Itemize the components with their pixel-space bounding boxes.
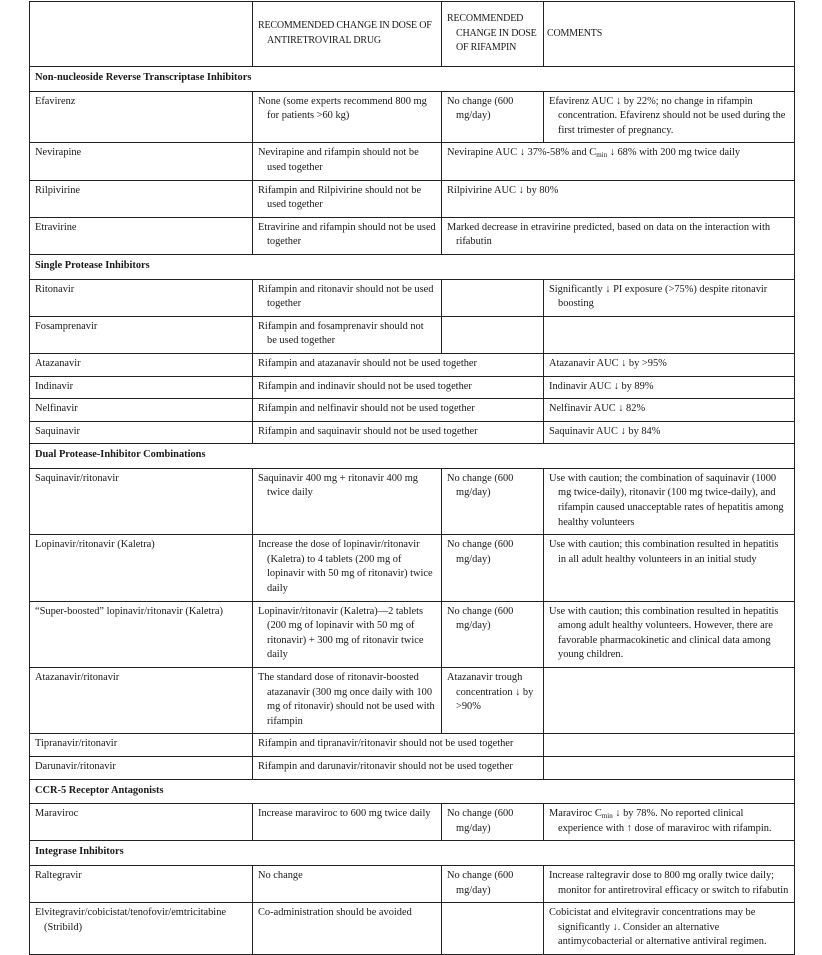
rifampin-dose-cell: No change (600 mg/day) [442,468,544,534]
drug-cell: Lopinavir/ritonavir (Kaletra) [30,535,253,601]
header-arv-dose-change: RECOMMENDED CHANGE IN DOSE OF ANTIRETROVIRAL DRUG [253,2,442,67]
drug-cell: Maraviroc [30,804,253,841]
subscript: min [596,151,608,160]
arv-dose-cell: Rifampin and Rilpivirine should not be used together [253,180,442,217]
section-title: Single Protease Inhibitors [30,254,795,279]
comments-cell [544,756,795,779]
rifampin-dose-cell [442,316,544,353]
rifampin-dose-cell: No change (600 mg/day) [442,91,544,143]
text-segment: Nevirapine AUC ↓ 37%-58% and C [447,147,597,159]
drug-cell: Nelfinavir [30,399,253,422]
table-row-saquinavir [30,421,795,444]
arv-dose-cell: Etravirine and rifampin should not be used together [253,217,442,254]
table-row-stribild [30,903,795,955]
arv-dose-cell: Co-administration should be avoided [253,903,442,955]
rifampin-dose-cell: Atazanavir trough concentration ↓ by >90% [442,668,544,734]
table-row-rilpivirine [30,180,795,217]
section-title: Non-nucleoside Reverse Transcriptase Inhibitors [30,67,795,92]
merged-rifampin-comments-cell: Rilpivirine AUC ↓ by 80% [442,180,795,217]
arv-dose-cell: The standard dose of ritonavir-boosted atazanavir (300 mg once daily with 100 mg of ritonavir) should not be used with rifampin [253,668,442,734]
drug-cell: Raltegravir [30,865,253,902]
arv-dose-cell: Increase maraviroc to 600 mg twice daily [253,804,442,841]
merged-dose-cell: Rifampin and tipranavir/ritonavir should not be used together [253,734,544,757]
comments-cell: Use with caution; this combination resulted in hepatitis among adult healthy volunteers. However, there are favorable pharmacokinetic and clinical data among young children. [544,601,795,667]
merged-dose-cell: Rifampin and nelfinavir should not be used together [253,399,544,422]
table-row-nevirapine [30,143,795,180]
table-row-tipranavir-ritonavir [30,734,795,757]
comments-cell: Increase raltegravir dose to 800 mg orally twice daily; monitor for antiretroviral efficacy or switch to rifabutin [544,865,795,902]
table-row-ritonavir [30,279,795,316]
comments-cell: Cobicistat and elvitegravir concentrations may be significantly ↓. Consider an alternative antimycobacterial or alternative antiviral regimen. [544,903,795,955]
drug-cell: Rilpivirine [30,180,253,217]
drug-cell: Atazanavir [30,353,253,376]
comments-cell [544,668,795,734]
rifampin-dose-cell [442,903,544,955]
comments-cell: Atazanavir AUC ↓ by >95% [544,353,795,376]
rifampin-dose-cell: No change (600 mg/day) [442,535,544,601]
arv-dose-cell: Lopinavir/ritonavir (Kaletra)—2 tablets (200 mg of lopinavir with 50 mg of ritonavir) + 300 mg of ritonavir twice daily [253,601,442,667]
comments-cell: Significantly ↓ PI exposure (>75%) despite ritonavir boosting [544,279,795,316]
arv-dose-cell: Nevirapine and rifampin should not be used together [253,143,442,180]
merged-dose-cell: Rifampin and saquinavir should not be used together [253,421,544,444]
table-row-darunavir-ritonavir [30,756,795,779]
comments-cell: Use with caution; this combination resulted in hepatitis in all adult healthy volunteers in an initial study [544,535,795,601]
section-title: Dual Protease-Inhibitor Combinations [30,444,795,469]
arv-dose-cell: Saquinavir 400 mg + ritonavir 400 mg twice daily [253,468,442,534]
drug-cell: Fosamprenavir [30,316,253,353]
rifampin-dose-cell: No change (600 mg/day) [442,804,544,841]
table-row-maraviroc [30,804,795,841]
section-header-single-pi [30,254,795,279]
table-row-efavirenz [30,91,795,143]
drug-cell: Efavirenz [30,91,253,143]
section-header-dual-pi [30,444,795,469]
comments-cell: Indinavir AUC ↓ by 89% [544,376,795,399]
drug-cell: Tipranavir/ritonavir [30,734,253,757]
drug-cell: Atazanavir/ritonavir [30,668,253,734]
table-row-atazanavir-ritonavir [30,668,795,734]
header-comments: COMMENTS [544,2,795,67]
section-title: CCR-5 Receptor Antagonists [30,779,795,804]
rifampin-dose-cell: No change (600 mg/day) [442,865,544,902]
section-header-integrase [30,841,795,866]
table-row-atazanavir [30,353,795,376]
text-segment: ↓ 68% with 200 mg twice daily [607,147,741,159]
merged-dose-cell: Rifampin and indinavir should not be used together [253,376,544,399]
comments-cell [544,804,795,841]
merged-rifampin-comments-cell: Marked decrease in etravirine predicted, based on data on the interaction with rifabutin [442,217,795,254]
comments-cell: Efavirenz AUC ↓ by 22%; no change in rifampin concentration. Efavirenz should not be used during the first trimester of pregnancy. [544,91,795,143]
rifampin-dose-cell [442,279,544,316]
arv-dose-cell: Increase the dose of lopinavir/ritonavir (Kaletra) to 4 tablets (200 mg of lopinavir with 50 mg of ritonavir) twice daily [253,535,442,601]
arv-dose-cell: Rifampin and fosamprenavir should not be used together [253,316,442,353]
section-header-nnrti [30,67,795,92]
header-row [30,2,795,67]
text-segment: ↓ by 78%. No reported clinical experience with ↑ dose of maraviroc with rifampin. [558,808,772,834]
rifampin-dose-cell: No change (600 mg/day) [442,601,544,667]
comments-cell [544,316,795,353]
drug-cell: Saquinavir/ritonavir [30,468,253,534]
arv-dose-cell: None (some experts recommend 800 mg for patients >60 kg) [253,91,442,143]
merged-dose-cell: Rifampin and darunavir/ritonavir should not be used together [253,756,544,779]
comments-cell: Saquinavir AUC ↓ by 84% [544,421,795,444]
drug-cell: Etravirine [30,217,253,254]
arv-dose-cell: Rifampin and ritonavir should not be used together [253,279,442,316]
section-header-ccr5 [30,779,795,804]
header-drug [30,2,253,67]
drug-cell: Nevirapine [30,143,253,180]
table-row-lopinavir-ritonavir [30,535,795,601]
table-row-nelfinavir [30,399,795,422]
drug-cell: Darunavir/ritonavir [30,756,253,779]
table-row-saquinavir-ritonavir [30,468,795,534]
subscript: min [601,812,613,821]
comments-cell: Nelfinavir AUC ↓ 82% [544,399,795,422]
merged-rifampin-comments-cell [442,143,795,180]
table-row-fosamprenavir [30,316,795,353]
text-segment: Maraviroc C [549,808,602,820]
table-row-super-boosted-lopinavir [30,601,795,667]
table-row-raltegravir [30,865,795,902]
table-row-indinavir [30,376,795,399]
drug-cell: Elvitegravir/cobicistat/tenofovir/emtricitabine (Stribild) [30,903,253,955]
drug-cell: Indinavir [30,376,253,399]
arv-dose-cell: No change [253,865,442,902]
section-title: Integrase Inhibitors [30,841,795,866]
drug-cell: Saquinavir [30,421,253,444]
merged-dose-cell: Rifampin and atazanavir should not be used together [253,353,544,376]
drug-cell: Ritonavir [30,279,253,316]
header-rifampin-dose-change: RECOMMENDED CHANGE IN DOSE OF RIFAMPIN [442,2,544,67]
comments-cell [544,734,795,757]
drug-cell: “Super-boosted” lopinavir/ritonavir (Kaletra) [30,601,253,667]
rifampin-antiretroviral-interaction-table [29,1,795,955]
comments-cell: Use with caution; the combination of saquinavir (1000 mg twice-daily), ritonavir (100 mg twice-daily), and rifampin caused unacceptable rates of hepatitis among healthy volunteers [544,468,795,534]
table-row-etravirine [30,217,795,254]
